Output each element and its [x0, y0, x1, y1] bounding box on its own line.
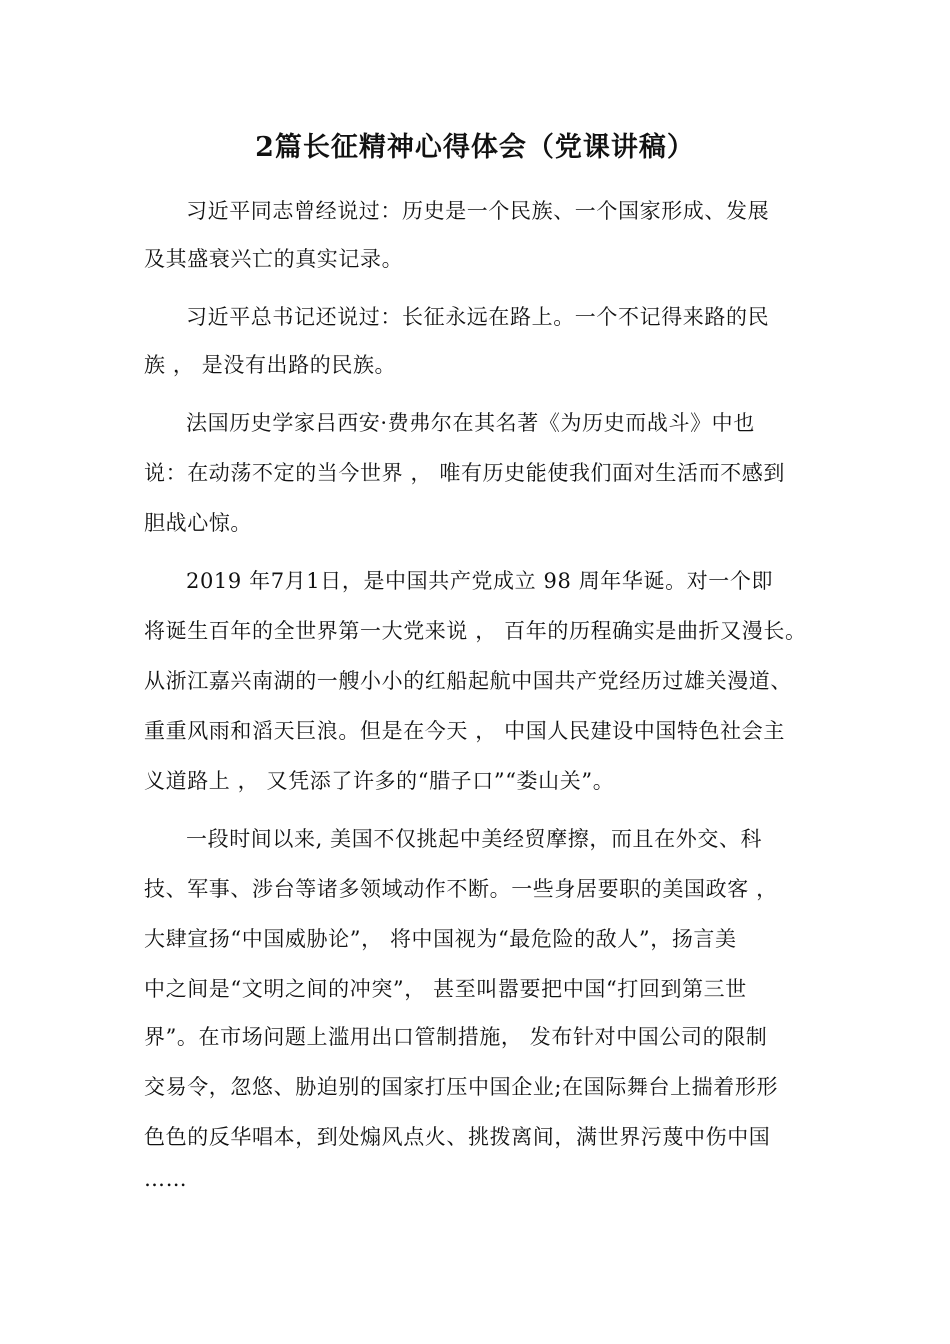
paragraph-line: …… — [144, 1167, 188, 1191]
paragraph-line: 说：在动荡不定的当今世界 ， 唯有历史能使我们面对生活而不感到 — [144, 461, 785, 485]
paragraph-line: 大肆宣扬“中国威胁论”， 将中国视为“最危险的敌人”，扬言美 — [144, 927, 737, 951]
paragraph-line: 重重风雨和滔天巨浪。但是在今天 ， 中国人民建设中国特色社会主 — [144, 719, 785, 743]
paragraph-line: 技、军事、涉台等诸多领域动作不断。一些身居要职的美国政客 ， — [144, 877, 778, 901]
paragraph-line: 2019 年7月1日，是中国共产党成立 98 周年华诞。对一个即 — [186, 569, 774, 593]
paragraph-line: 界”。在市场问题上滥用出口管制措施， 发布针对中国公司的限制 — [144, 1025, 768, 1049]
paragraph-line: 交易令，忽悠、胁迫别的国家打压中国企业;在国际舞台上揣着形形 — [144, 1075, 779, 1099]
paragraph-line: 习近平总书记还说过：长征永远在路上。一个不记得来路的民 — [186, 305, 770, 329]
paragraph-line: 将诞生百年的全世界第一大党来说 ， 百年的历程确实是曲折又漫长。 — [144, 619, 807, 643]
paragraph-line: 习近平同志曾经说过：历史是一个民族、一个国家形成、发展 — [186, 199, 770, 223]
paragraph-line: 义道路上 ， 又凭添了许多的“腊子口”“娄山关”。 — [144, 769, 615, 793]
paragraph-line: 及其盛衰兴亡的真实记录。 — [144, 247, 404, 271]
paragraph-line: 色色的反华唱本，到处煽风点火、挑拨离间，满世界污蔑中伤中国 — [144, 1125, 771, 1149]
paragraph-line: 从浙江嘉兴南湖的一艘小小的红船起航中国共产党经历过雄关漫道、 — [144, 669, 792, 693]
paragraph-line: 一段时间以来, 美国不仅挑起中美经贸摩擦，而且在外交、科 — [186, 827, 763, 851]
paragraph-line: 中之间是“文明之间的冲突”， 甚至叫嚣要把中国“打回到第三世 — [144, 977, 747, 1001]
paragraph-line: 法国历史学家吕西安·费弗尔在其名著《为历史而战斗》中也 — [186, 411, 755, 435]
paragraph-line: 胆战心惊。 — [144, 511, 252, 535]
document-title: 2篇长征精神心得体会（党课讲稿） — [255, 132, 695, 163]
paragraph-line: 族 ， 是没有出路的民族。 — [144, 353, 397, 377]
